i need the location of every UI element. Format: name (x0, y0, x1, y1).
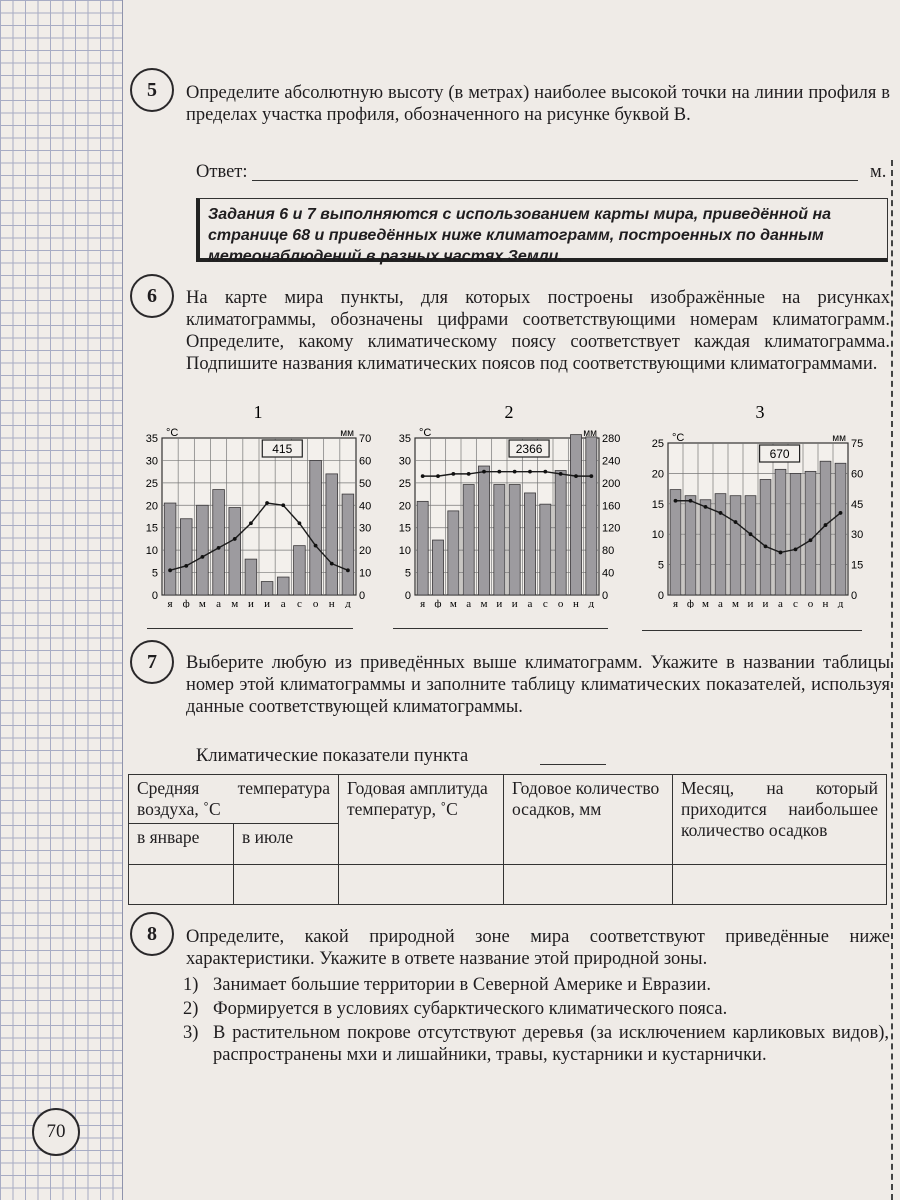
month-label: о (807, 598, 814, 608)
precip-bar (730, 496, 741, 595)
right-tick-label: 40 (359, 500, 372, 513)
left-tick-label: 10 (145, 545, 158, 558)
temp-point (764, 544, 768, 548)
temp-point (451, 472, 455, 476)
temp-point (513, 470, 517, 474)
left-tick-label: 15 (398, 522, 411, 535)
header-precip: Годовое количество осадков, мм (504, 775, 673, 865)
month-label: с (793, 598, 798, 608)
precip-bar (715, 494, 726, 595)
temp-point (809, 538, 813, 542)
temp-point (528, 470, 532, 474)
table-title: Климатические показатели пункта (196, 746, 469, 766)
question-5-number: 5 (130, 68, 174, 112)
cell-precip[interactable] (504, 865, 673, 905)
month-label: н (573, 598, 579, 608)
temp-point (467, 472, 471, 476)
month-label: д (837, 598, 844, 608)
right-axis-unit: мм (832, 433, 846, 444)
right-tick-label: 60 (851, 468, 864, 481)
precip-bar (245, 559, 257, 595)
right-tick-label: 160 (602, 500, 621, 513)
temp-point (734, 520, 738, 524)
left-tick-label: 30 (145, 455, 158, 468)
month-label: м (702, 598, 709, 608)
left-tick-label: 35 (145, 433, 158, 445)
temp-point (184, 564, 188, 568)
month-label: о (557, 598, 564, 608)
right-tick-label: 80 (602, 545, 615, 558)
question-6-text: На карте мира пункты, для которых построены изображённые на рисунках климатограммы, обозначены цифрами соответствующими номерам климатограмм. Определите, какому климатическому поясу соответствует каждая климатограмма. Подпишите названия климатических поясов под соответствующими климатограммами. (186, 288, 890, 374)
header-amplitude: Годовая амплитуда температур, ˚С (339, 775, 504, 865)
left-tick-label: 25 (651, 438, 664, 450)
left-tick-label: 20 (651, 468, 664, 481)
temp-point (298, 521, 302, 525)
list-item: 1) Занимает большие территории в Северной Америке и Евразии. (183, 975, 711, 995)
month-label: и (247, 598, 254, 608)
left-tick-label: 20 (398, 500, 411, 513)
table-title-blank[interactable] (540, 764, 606, 765)
precip-bar (326, 474, 338, 595)
month-label: а (778, 598, 783, 608)
precip-bar (180, 519, 192, 595)
right-tick-label: 50 (359, 477, 372, 490)
precip-bar (555, 471, 566, 595)
right-tick-label: 40 (602, 567, 615, 580)
month-label: н (328, 598, 335, 608)
month-label: с (296, 598, 302, 608)
month-label: м (732, 598, 739, 608)
cell-max-month[interactable] (673, 865, 887, 905)
temp-point (674, 499, 678, 503)
month-label: а (718, 598, 723, 608)
temp-point (779, 551, 783, 555)
precip-bar (494, 485, 505, 595)
precip-bar (570, 435, 581, 595)
right-tick-label: 15 (851, 559, 864, 572)
left-tick-label: 0 (151, 590, 158, 602)
month-label: я (420, 598, 426, 608)
month-label: и (264, 598, 271, 608)
total-precip-label: 670 (769, 447, 790, 461)
precip-bar (448, 511, 459, 595)
climate-belt-line-1[interactable] (147, 628, 353, 629)
left-tick-label: 10 (398, 545, 411, 558)
temp-point (421, 474, 425, 478)
right-tick-label: 120 (602, 522, 621, 535)
month-label: д (345, 598, 351, 608)
left-axis-unit: °С (166, 427, 179, 439)
left-tick-label: 35 (398, 433, 411, 445)
right-tick-label: 0 (602, 590, 609, 602)
temp-point (233, 537, 237, 541)
month-label: я (672, 598, 679, 608)
month-label: м (231, 598, 239, 608)
chart-title: 1 (253, 402, 263, 422)
month-label: ф (686, 598, 695, 608)
precip-bar (745, 496, 756, 595)
left-tick-label: 5 (151, 567, 158, 580)
right-tick-label: 0 (359, 590, 366, 602)
temp-point (314, 544, 318, 548)
precip-bar (478, 466, 489, 595)
precip-bar (213, 490, 225, 595)
month-label: ф (182, 598, 190, 608)
temp-point (689, 499, 693, 503)
precip-bar (310, 460, 322, 595)
right-tick-label: 30 (359, 522, 372, 535)
right-tick-label: 0 (851, 590, 858, 602)
month-label: н (822, 598, 829, 608)
right-axis-unit: мм (583, 428, 597, 439)
month-label: о (312, 598, 319, 608)
month-label: а (466, 598, 472, 608)
temp-point (217, 546, 221, 550)
left-axis-unit: °С (672, 432, 685, 444)
temp-point (249, 521, 253, 525)
month-label: и (511, 598, 518, 608)
cell-amplitude[interactable] (339, 865, 504, 905)
temp-point (497, 470, 501, 474)
answer-unit: м. (870, 162, 887, 182)
right-tick-label: 60 (359, 455, 372, 468)
temp-point (543, 470, 547, 474)
precip-bar (805, 471, 816, 595)
temp-point (281, 503, 285, 507)
right-tick-label: 20 (359, 545, 372, 558)
total-precip-label: 415 (272, 442, 293, 456)
temp-point (346, 568, 350, 572)
climatogram-2 (383, 398, 633, 608)
right-tick-label: 30 (851, 529, 864, 542)
cell-july[interactable] (234, 865, 339, 905)
temp-point (436, 474, 440, 478)
precip-bar (417, 501, 428, 595)
temp-point (749, 532, 753, 536)
temp-point (559, 472, 563, 476)
temp-point (168, 568, 172, 572)
month-label: м (480, 598, 488, 608)
left-tick-label: 30 (398, 455, 411, 468)
climate-belt-line-3[interactable] (642, 630, 862, 631)
chart-title: 2 (504, 402, 514, 422)
right-tick-label: 280 (602, 433, 621, 445)
left-axis-unit: °С (419, 427, 432, 439)
right-tick-label: 70 (359, 433, 372, 445)
question-8-number: 8 (130, 912, 174, 956)
instruction-box: Задания 6 и 7 выполняются с использованием карты мира, приведённой на странице 68 и приведённых ниже климатограмм, построенных по данным метеонаблюдений в разных частях Земли. (196, 198, 888, 262)
left-tick-label: 15 (651, 498, 664, 511)
month-label: и (747, 598, 754, 608)
climate-table (128, 774, 887, 905)
month-label: д (588, 598, 595, 608)
right-tick-label: 240 (602, 455, 621, 468)
month-label: с (542, 598, 548, 608)
temp-point (265, 501, 269, 505)
list-item: 2) Формируется в условиях субарктического климатического пояса. (183, 999, 728, 1019)
temp-point (794, 548, 798, 552)
precip-bar (197, 505, 209, 595)
month-label: м (198, 598, 206, 608)
month-label: и (762, 598, 769, 608)
temp-point (589, 474, 593, 478)
month-label: и (496, 598, 503, 608)
month-label: а (216, 598, 222, 608)
precip-bar (540, 504, 551, 595)
month-label: м (449, 598, 457, 608)
left-tick-label: 5 (404, 567, 411, 580)
total-precip-label: 2366 (515, 442, 543, 456)
left-tick-label: 20 (145, 500, 158, 513)
header-avg-temp: Средняя температура воздуха, ˚С (129, 775, 339, 824)
precip-bar (261, 582, 273, 595)
cell-january[interactable] (129, 865, 234, 905)
precip-bar (700, 500, 711, 595)
question-5-text: Определите абсолютную высоту (в метрах) наиболее высокой точки на линии профиля в пределах участка профиля, обозначенного на рисунке буквой В. (186, 83, 890, 125)
precip-bar (229, 508, 241, 595)
precip-bar (509, 485, 520, 595)
month-label: я (167, 598, 173, 608)
temp-point (824, 523, 828, 527)
header-january: в январе (129, 824, 234, 865)
precip-bar (835, 463, 846, 595)
month-label: ф (434, 598, 442, 608)
month-label: а (280, 598, 286, 608)
page-number: 70 (32, 1108, 80, 1156)
precip-bar (790, 473, 801, 595)
left-tick-label: 0 (657, 590, 664, 602)
precip-bar (277, 577, 289, 595)
temp-point (704, 505, 708, 509)
chart-title: 3 (755, 402, 765, 422)
precip-bar (586, 437, 597, 595)
left-tick-label: 0 (404, 590, 411, 602)
temp-point (482, 470, 486, 474)
temp-point (201, 555, 205, 559)
month-label: а (527, 598, 533, 608)
question-7-text: Выберите любую из приведённых выше климатограмм. Укажите в названии таблицы номер этой климатограммы и заполните таблицу климатических показателей, используя данные соответствующей климатограммы. (186, 653, 890, 717)
precip-bar (342, 494, 354, 595)
question-8-text: Определите, какой природной зоне мира соответствуют приведённые ниже характеристики. Укажите в ответе название этой природной зоны. (186, 927, 890, 969)
precip-bar (294, 546, 306, 595)
precip-bar (432, 540, 443, 595)
characteristics-list (183, 974, 889, 1068)
right-axis-unit: мм (340, 428, 354, 439)
answer-label: Ответ: (196, 162, 248, 182)
right-tick-label: 10 (359, 567, 372, 580)
right-tick-label: 75 (851, 438, 864, 450)
question-7-number: 7 (130, 640, 174, 684)
temp-point (719, 511, 723, 515)
temp-point (330, 562, 334, 566)
header-max-month: Месяц, на который приходится наибольшее количество осадков (673, 775, 887, 865)
question-6-number: 6 (130, 274, 174, 318)
left-tick-label: 5 (657, 559, 664, 572)
header-july: в июле (234, 824, 339, 865)
precip-bar (524, 493, 535, 595)
left-tick-label: 25 (145, 477, 158, 490)
right-tick-label: 45 (851, 498, 864, 511)
left-tick-label: 25 (398, 477, 411, 490)
grid-margin (0, 0, 123, 1200)
left-tick-label: 15 (145, 522, 158, 535)
precip-bar (164, 503, 176, 595)
climatogram-1 (130, 398, 380, 608)
precip-bar (760, 479, 771, 595)
answer-line[interactable] (252, 180, 858, 181)
precip-bar (685, 496, 696, 595)
list-item: 3) В растительном покрове отсутствуют деревья (за исключением карликовых видов), распространены мхи и лишайники, травы, кустарники и кустарнички. (183, 1023, 889, 1065)
climate-belt-line-2[interactable] (393, 628, 608, 629)
precip-bar (670, 490, 681, 595)
cut-line (891, 160, 893, 1200)
climatogram-3 (636, 398, 886, 608)
precip-bar (463, 485, 474, 595)
precip-bar (775, 469, 786, 595)
temp-point (574, 474, 578, 478)
left-tick-label: 10 (651, 529, 664, 542)
right-tick-label: 200 (602, 477, 621, 490)
temp-point (839, 511, 843, 515)
